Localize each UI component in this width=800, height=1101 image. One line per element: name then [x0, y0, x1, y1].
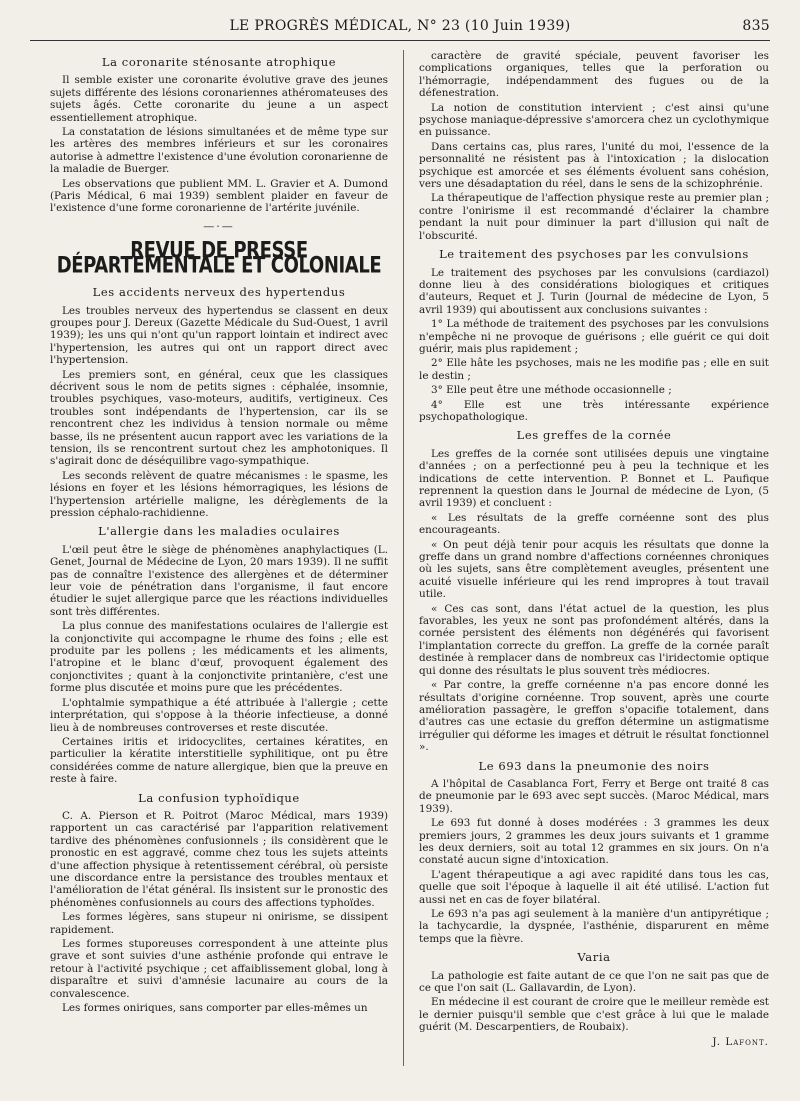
- section-title: Les accidents nerveux des hypertendus: [92, 285, 346, 300]
- section-body: [419, 267, 769, 424]
- paragraph: Les troubles nerveux des hypertendus se classent en deux groupes pour J. Dereux (Gazette Médicale du Sud-Ouest, 1 avril 1939); les uns qui n'ont qu'un rapport lointain et indirect avec l'hypertension, les autres qui ont un rapport direct avec l'hypertension.: [50, 304, 388, 367]
- paragraph: La constatation de lésions simultanées et de même type sur les artères des membres inférieurs et sur les coronaires autorise à admettre l'existence d'une évolution coronarienne de la maladie de Buerger.: [50, 126, 388, 176]
- paragraph: Les formes légères, sans stupeur ni onirisme, se dissipent rapidement.: [50, 911, 388, 936]
- paragraph: Les premiers sont, en général, ceux que les classiques décrivent sous le nom de petits signes : céphalée, insomnie, troubles psychiques, vaso-moteurs, auditifs, vertigineux. Ces troubles sont indépendants de l'hypertension, car ils se rencontrent chez les individus à tension normale ou même basse, ils ne présentent aucun rapport avec les variations de la tension, ils se rencontrent surtout chez les amphotoniques. Il s'agirait donc de déséquilibre vago-sympathique.: [50, 368, 388, 468]
- section-body: [419, 970, 769, 1034]
- section-body: [419, 50, 769, 242]
- paragraph: L'agent thérapeutique a agi avec rapidité dans tous les cas, quelle que soit l'époque à laquelle il ait été utilisé. L'action fut aussi net en cas de foyer bilatéral.: [419, 868, 769, 906]
- section-body: [50, 74, 388, 214]
- paragraph: En médecine il est courant de croire que le meilleur remède est le dernier puisqu'il semble que c'est grâce à lui que le malade guérit (M. Descarpentiers, de Roubaix).: [419, 996, 769, 1034]
- section-title: La coronarite sténosante atrophique: [101, 55, 337, 69]
- paragraph: Le traitement des psychoses par les convulsions (cardiazol) donne lieu à des considérations biologiques et critiques d'auteurs, Requet et J. Turin (Journal de médecine de Lyon, 5 avril 1939) qui aboutissent aux conclusions suivantes :: [419, 266, 769, 316]
- paragraph: Les greffes de la cornée sont utilisées depuis une vingtaine d'années ; on a perfectionné peu à peu la technique et les indications de cette intervention. P. Bonnet et L. Paufique reprennent la question dans le Journal de médecine de Lyon, (5 avril 1939) et concluent :: [419, 447, 769, 510]
- section-body: [50, 810, 388, 1015]
- revue-heading: REVUE DE PRESSE DÉPARTEMENTALE ET COLONIALE: [56, 237, 382, 280]
- author-signature: J. Lafont.: [712, 1035, 769, 1048]
- paragraph: « On peut déjà tenir pour acquis les résultats que donne la greffe dans un grand nombre d'affections cornéennes chroniques où les sujets, sans être complètement aveugles, présentent une acuité visuelle inférieure qui les rend impropres à tout travail utile.: [419, 538, 769, 601]
- paragraph: « Les résultats de la greffe cornéenne sont des plus encourageants.: [419, 511, 769, 537]
- paragraph: Dans certains cas, plus rares, l'unité du moi, l'essence de la personnalité ne résistent pas à l'intoxication ; la dislocation psychique est amorcée et ses éléments évoluent sans cohésion, vers une désadaptation du réel, dans le sens de la schizophrénie.: [419, 140, 769, 191]
- section-title: La confusion typhoïdique: [138, 790, 300, 805]
- section-title: Varia: [577, 950, 611, 965]
- paragraph: La pathologie est faite autant de ce que l'on ne sait pas que de ce que l'on sait (L. Gallavardin, de Lyon).: [419, 969, 769, 995]
- paragraph: L'œil peut être le siège de phénomènes anaphylactiques (L. Genet, Journal de Médecine de Lyon, 20 mars 1939). Il ne suffit pas de connaître l'existence des allergènes et de déterminer leur voie de pénétration dans l'organisme, il faut encore étudier le sujet allergique parce que les réactions individuelles sont très différentes.: [50, 543, 388, 618]
- section-body: [419, 448, 769, 754]
- paragraph: C. A. Pierson et R. Poitrot (Maroc Médical, mars 1939) rapportent un cas caractérisé par l'apparition relativement tardive des phénomènes confusionnels ; ils considèrent que le pronostic en est aggravé, comme chez tous les sujets atteints d'une affection physique à retentissement cérébral, où persiste une discordance entre la persistance des troubles mentaux et l'amélioration de l'état général. Ils insistent sur le pronostic des phénomènes confusionnels au cours des affections typhoïdes.: [50, 809, 388, 909]
- paragraph: Le 693 n'a pas agi seulement à la manière d'un antipyrétique ; la tachycardie, la dyspnée, l'asthénie, disparurent en même temps que la fièvre.: [419, 908, 769, 945]
- section-title: L'allergie dans les maladies oculaires: [98, 524, 340, 539]
- paragraph: 2° Elle hâte les psychoses, mais ne les modifie pas ; elle en suit le destin ;: [419, 357, 769, 382]
- paragraph: Il semble exister une coronarite évolutive grave des jeunes sujets différente des lésions coronariennes athéromateuses des sujets âgés. Cette coronarite du jeune a un aspect essentiellement atrophique.: [50, 74, 388, 124]
- column-divider: [403, 50, 404, 1066]
- paragraph: « Par contre, la greffe cornéenne n'a pas encore donné les résultats d'origine cornéenne. Trop souvent, après une courte amélioration passagère, le greffon s'opacifie totalement, dans d'autres cas une ectasie du greffon détermine un astigmatisme irrégulier qui déforme les images et détruit le résultat fonctionnel ».: [419, 679, 769, 754]
- section-body: [419, 778, 769, 945]
- section-title: Le traitement des psychoses par les convulsions: [439, 247, 749, 262]
- paragraph: 3° Elle peut être une méthode occasionnelle ;: [431, 384, 672, 397]
- paragraph: 1° La méthode de traitement des psychoses par les convulsions n'empêche ni ne provoque de guérisons ; elle guérit ce qui doit guérir, mais plus rapidement ;: [419, 318, 769, 355]
- journal-title: LE PROGRÈS MÉDICAL, N° 23 (10 Juin 1939): [229, 18, 571, 34]
- paragraph: 4° Elle est une très intéressante expérience psychopathologique.: [419, 398, 769, 423]
- paragraph: Certaines iritis et iridocyclites, certaines kératites, en particulier la kératite interstitielle syphilitique, ont pu être considérées comme de nature allergique, bien que la preuve en reste à faire.: [50, 735, 388, 786]
- paragraph: « Ces cas sont, dans l'état actuel de la question, les plus favorables, les yeux ne sont pas profondément altérés, dans la cornée persistent des éléments non dégénérés qui favorisent l'implantation correcte du greffon. La greffe de la cornée paraît destinée à remplacer dans de nombreux cas l'iridectomie optique qui donne des résultats le plus souvent très médiocres.: [419, 602, 769, 677]
- paragraph: Le 693 fut donné à doses modérées : 3 grammes les deux premiers jours, 2 grammes les deux jours suivants et 1 gramme les deux derniers, soit au total 12 grammes en six jours. On n'a constaté aucun signe d'intoxication.: [419, 817, 769, 867]
- paragraph: Les formes oniriques, sans comporter par elles-mêmes un: [62, 1002, 368, 1015]
- left-column: [50, 50, 388, 1016]
- header-rule: [30, 40, 770, 41]
- section-body: [50, 544, 388, 786]
- section-body: [50, 305, 388, 520]
- paragraph: Les formes stuporeuses correspondent à une atteinte plus grave et sont suivies d'une asthénie profonde qui entrave le retour à l'activité psychique ; cet affaiblissement global, long à disparaître et suivi d'amnésie lacunaire au cours de la convalescence.: [50, 938, 388, 1000]
- running-header: [30, 14, 770, 40]
- section-title: Les greffes de la cornée: [516, 428, 672, 443]
- paragraph: L'ophtalmie sympathique a été attribuée à l'allergie ; cette interprétation, qui s'oppose à la théorie infectieuse, a donné lieu à de nombreuses controverses et reste discutée.: [50, 696, 388, 734]
- ornament-divider: —·—: [203, 219, 235, 233]
- paragraph: Les observations que publient MM. L. Gravier et A. Dumond (Paris Médical, 6 mai 1939) semblent plaider en faveur de l'existence d'une forme coronarienne de l'artérite juvénile.: [50, 177, 388, 215]
- paragraph: La thérapeutique de l'affection physique reste au premier plan ; contre l'onirisme il est recommandé d'éclairer la chambre pendant la nuit pour diminuer la part d'illusion qui naît de l'obscurité.: [419, 192, 769, 242]
- page-number: 835: [742, 18, 770, 34]
- paragraph: Les seconds relèvent de quatre mécanismes : le spasme, les lésions en foyer et les lésions hémorragiques, les lésions de l'hypertension artérielle maligne, les dérèglements de la pression céphalo-rachidienne.: [50, 469, 388, 519]
- paragraph: A l'hôpital de Casablanca Fort, Ferry et Berge ont traité 8 cas de pneumonie par le 693 avec sept succès. (Maroc Médical, mars 1939).: [419, 777, 769, 815]
- section-title: Le 693 dans la pneumonie des noirs: [478, 758, 710, 773]
- paragraph: caractère de gravité spéciale, peuvent favoriser les complications organiques, telles que la perforation ou l'hémorragie, indépendamment des fugues ou de la défenestration.: [419, 50, 769, 100]
- paragraph: La notion de constitution intervient ; c'est ainsi qu'une psychose maniaque-dépressive s'amorcera chez un cyclothymique en puissance.: [419, 101, 769, 139]
- right-column: [419, 50, 769, 1048]
- paragraph: La plus connue des manifestations oculaires de l'allergie est la conjonctivite qui accompagne le rhume des foins ; elle est produite par les pollens ; les médicaments et les aliments, l'atropine et le blanc d'œuf, provoquent également des conjonctivites ; quant à la conjonctivite printanière, c'est une forme plus discutée et moins pure que les précédentes.: [50, 620, 388, 695]
